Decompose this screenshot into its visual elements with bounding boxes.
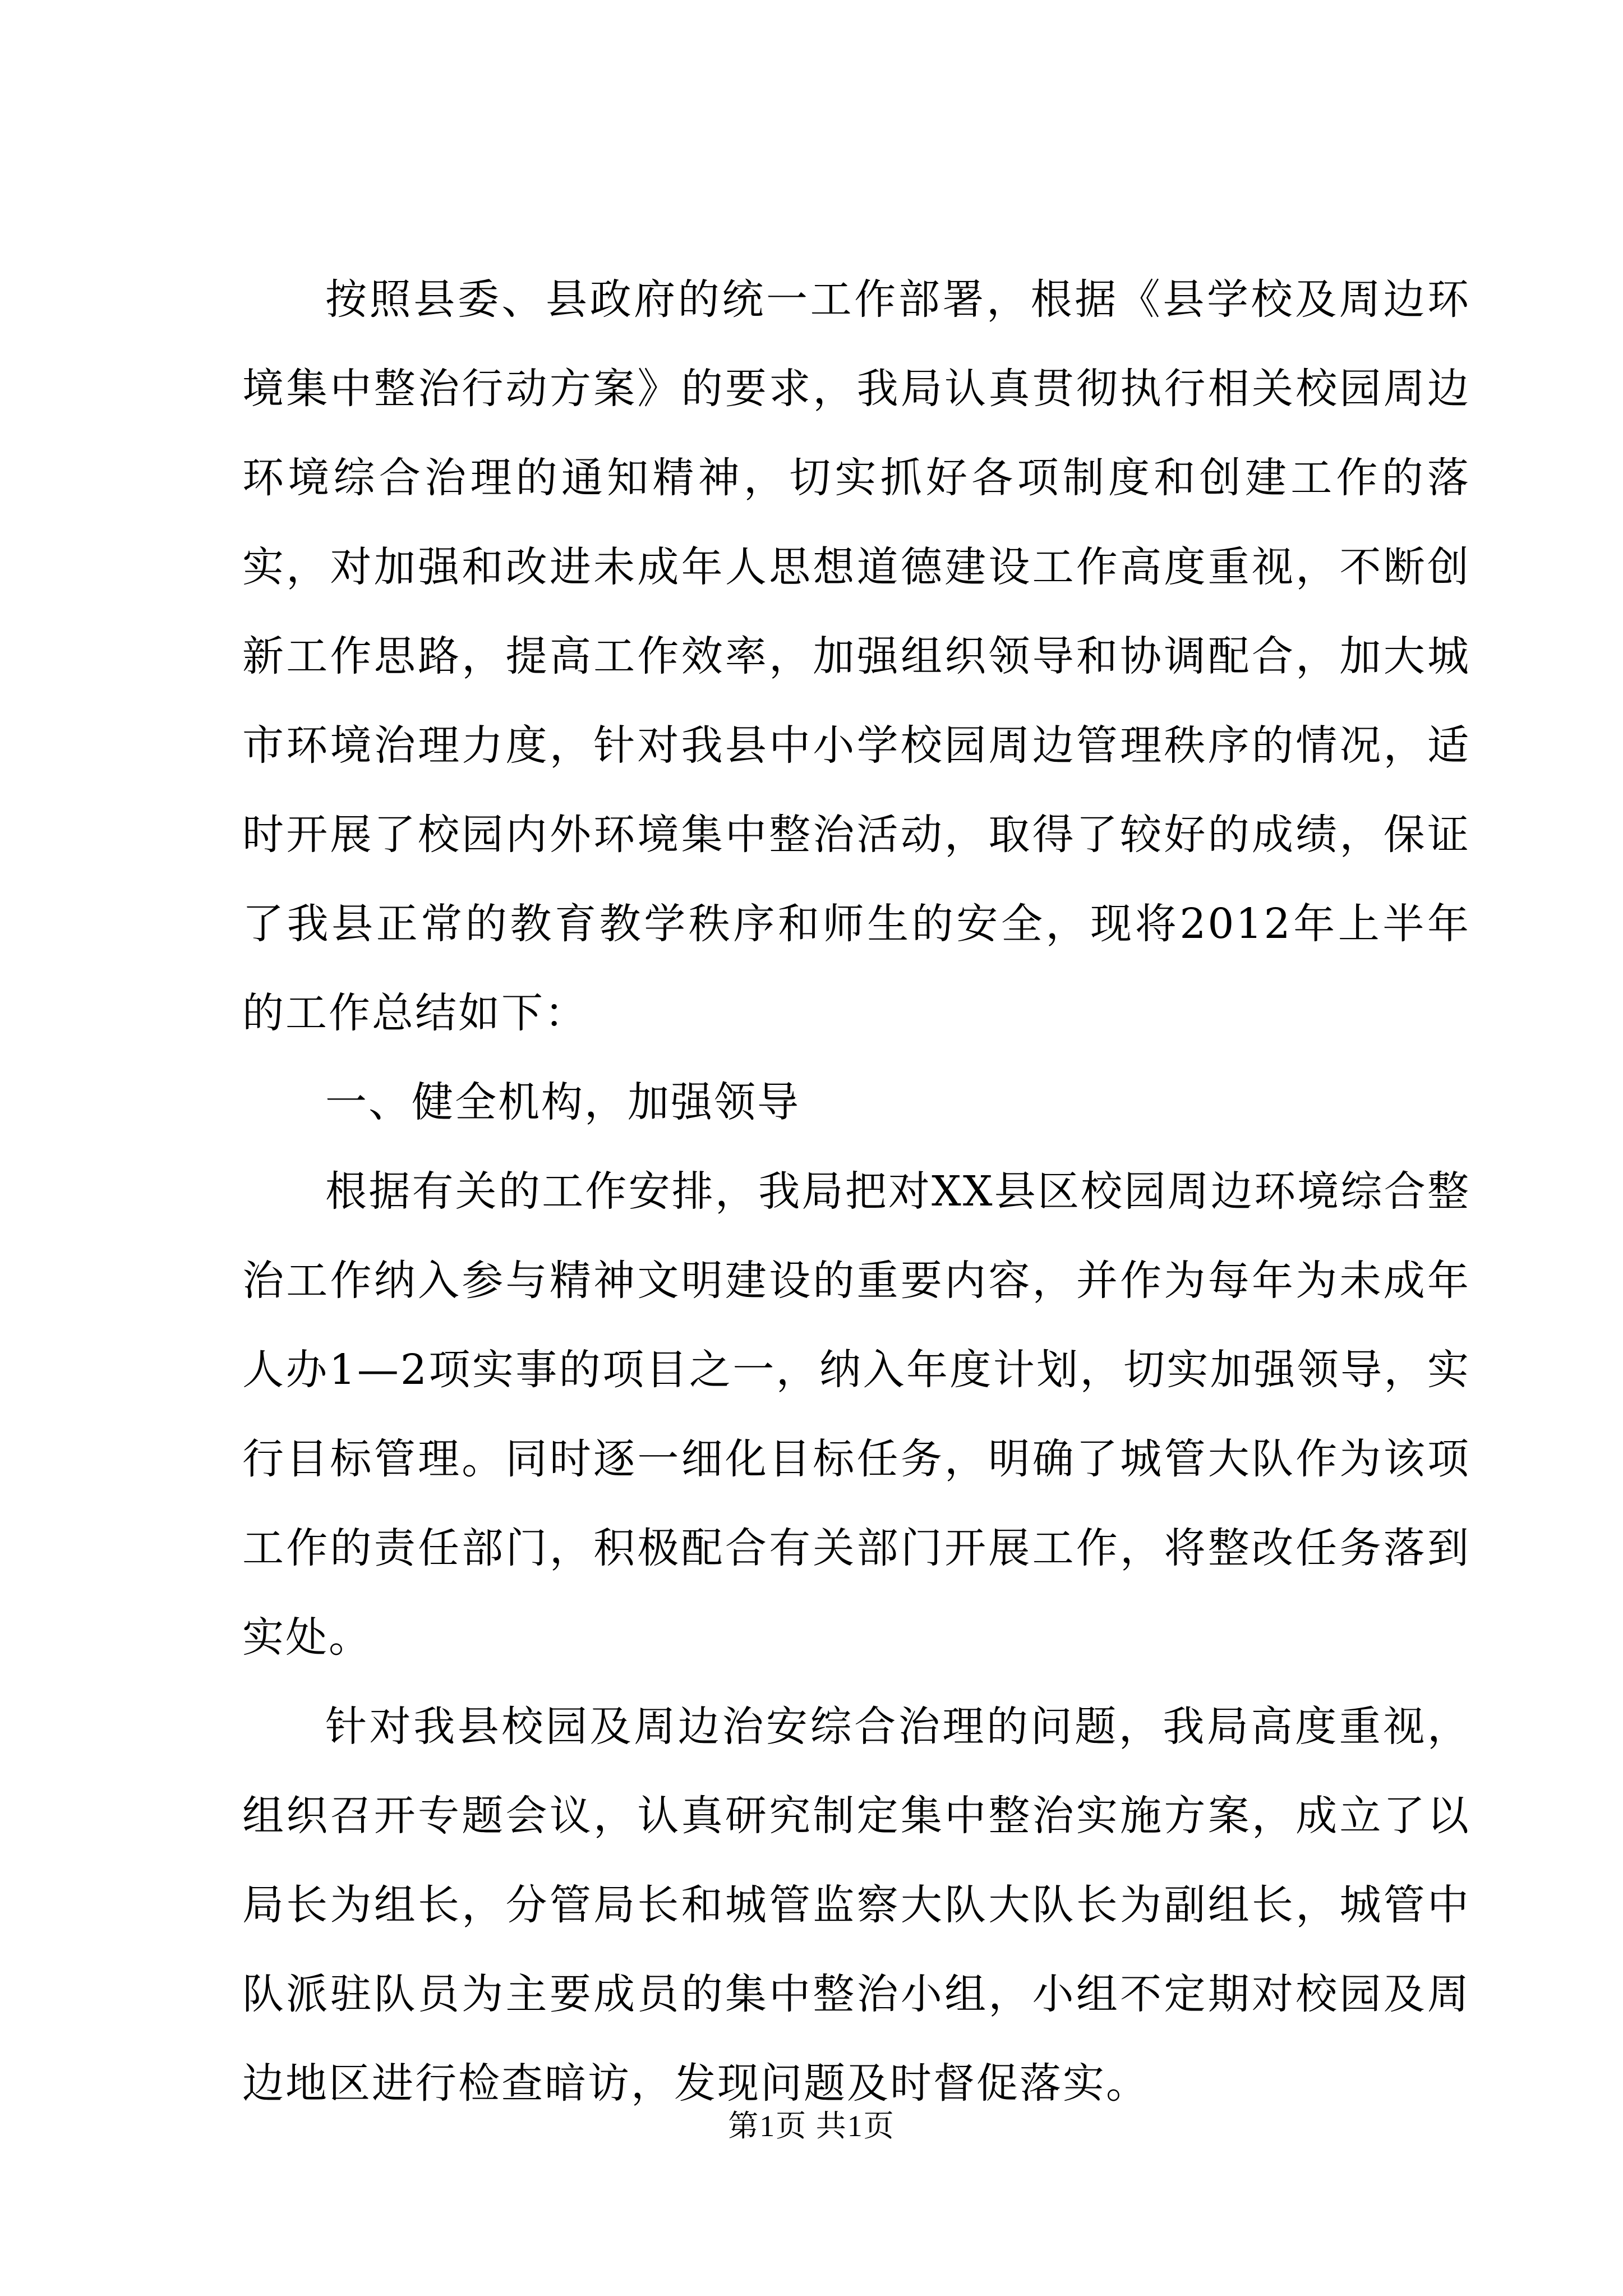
section-1-paragraph-1: 根据有关的工作安排，我局把对XX县区校园周边环境综合整治工作纳入参与精神文明建设的重要内容，并作为每年为未成年人办1—2项实事的项目之一，纳入年度计划，切实加强领导，实行目标管理。同时逐一细化目标任务，明确了城管大队作为该项工作的责任部门，积极配合有关部门开展工作，将整改任务落到实处。 bbox=[242, 1167, 1470, 1662]
section-heading-1: 一、健全机构，加强领导 bbox=[325, 1078, 800, 1126]
section-1-paragraph-2: 针对我县校园及周边治安综合治理的问题，我局高度重视，组织召开专题会议，认真研究制定集中整治实施方案，成立了以局长为组长，分管局长和城管监察大队大队长为副组长，城管中队派驻队员为主要成员的集中整治小组，小组不定期对校园及周边地区进行检查暗访，发现问题及时督促落实。 bbox=[242, 1703, 1470, 2108]
page-number-label: 第1页 共1页 bbox=[728, 2109, 895, 2143]
document-body bbox=[242, 255, 1470, 2128]
page-footer bbox=[0, 2106, 1623, 2146]
intro-paragraph: 按照县委、县政府的统一工作部署，根据《县学校及周边环境集中整治行动方案》的要求，我局认真贯彻执行相关校园周边环境综合治理的通知精神，切实抓好各项制度和创建工作的落实，对加强和改进未成年人思想道德建设工作高度重视，不断创新工作思路，提高工作效率，加强组织领导和协调配合，加大城市环境治理力度，针对我县中小学校园周边管理秩序的情况，适时开展了校园内外环境集中整治活动，取得了较好的成绩，保证了我县正常的教育教学秩序和师生的安全，现将2012年上半年的工作总结如下： bbox=[242, 275, 1470, 1037]
